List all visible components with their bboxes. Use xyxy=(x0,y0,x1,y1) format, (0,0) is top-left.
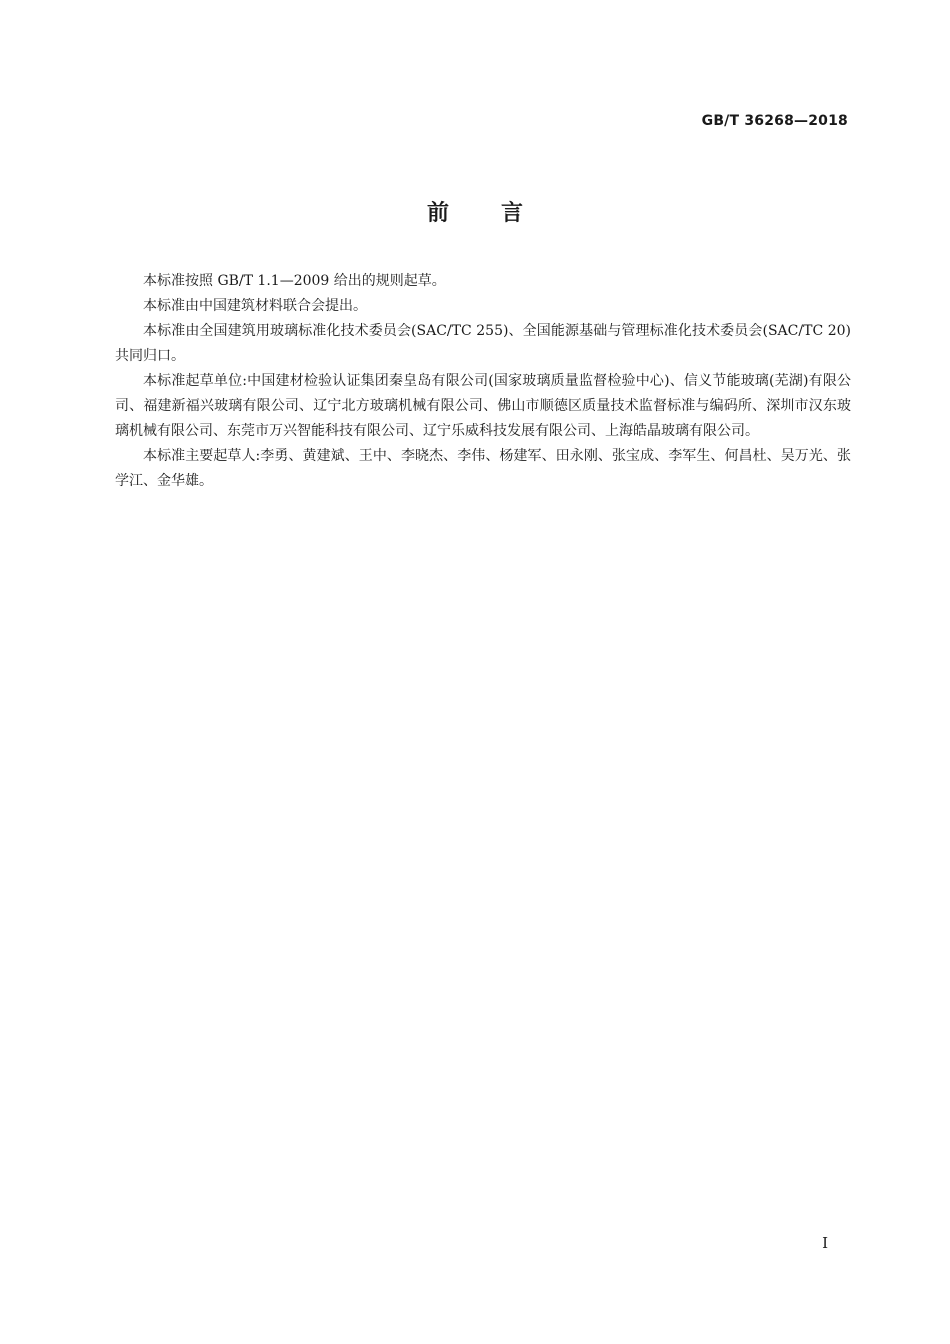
paragraph-centralized-management: 本标准由全国建筑用玻璃标准化技术委员会(SAC/TC 255)、全国能源基础与管理标准化技术委员会(SAC/TC 20)共同归口。 xyxy=(115,323,851,364)
foreword-body xyxy=(115,269,851,494)
paragraph-drafting-rules: 本标准按照 GB/T 1.1—2009 给出的规则起草。 xyxy=(143,273,446,289)
page-title: 前言 xyxy=(426,201,575,226)
paragraph-proposer: 本标准由中国建筑材料联合会提出。 xyxy=(143,298,367,314)
paragraph-main-drafters: 本标准主要起草人:李勇、黄建斌、王中、李晓杰、李伟、杨建军、田永刚、张宝成、李军生、何昌杜、吴万光、张学江、金华雄。 xyxy=(115,448,851,489)
paragraph-drafting-units: 本标准起草单位:中国建材检验认证集团秦皇岛有限公司(国家玻璃质量监督检验中心)、信义节能玻璃(芜湖)有限公司、福建新福兴玻璃有限公司、辽宁北方玻璃机械有限公司、佛山市顺德区质量技术监督标准与编码所、深圳市汉东玻璃机械有限公司、东莞市万兴智能科技有限公司、辽宁乐威科技发展有限公司、上海皓晶玻璃有限公司。 xyxy=(115,373,851,439)
standard-number: GB/T 36268—2018 xyxy=(701,113,848,129)
page-number: I xyxy=(822,1234,828,1252)
